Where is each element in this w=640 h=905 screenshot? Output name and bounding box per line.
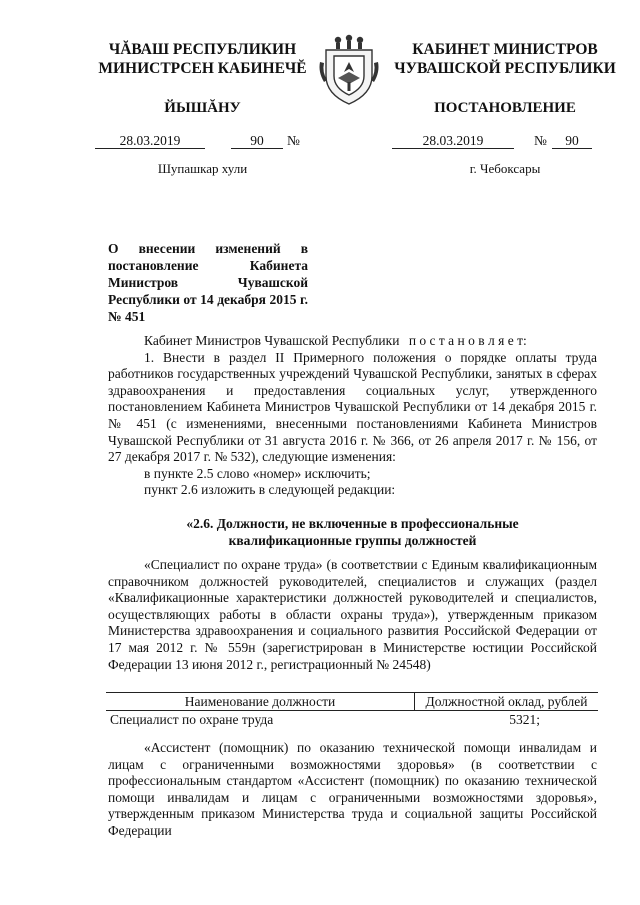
doc-type-right: ПОСТАНОВЛЕНИЕ (434, 100, 576, 116)
body-main (108, 333, 597, 499)
intro-lead: Кабинет Министров Чувашской Республики (144, 333, 400, 348)
table-header-salary: Должностной оклад, рублей (415, 693, 599, 711)
date-right: 28.03.2019 (392, 133, 514, 149)
header-left-line2: МИНИСТРСЕН КАБИНЕЧĔ (98, 60, 307, 77)
subtitle-line1: «2.6. Должности, не включенные в профессиональные (186, 516, 519, 531)
subtitle-line2: квалификационные группы должностей (228, 533, 477, 548)
header-left (95, 40, 310, 78)
assistant-paragraph-block (108, 740, 597, 840)
intro-verb: п о с т а н о в л я е т: (408, 333, 527, 348)
date-line-right (392, 133, 602, 149)
table-cell-salary: 5321; (509, 712, 540, 727)
table-row (106, 711, 598, 729)
table-cell-position: Специалист по охране труда (110, 712, 274, 727)
number-right: 90 (552, 133, 592, 149)
city-right: г. Чебоксары (469, 161, 541, 176)
positions-table (106, 692, 598, 728)
number-sign-right: № (534, 133, 547, 148)
date-left: 28.03.2019 (95, 133, 205, 149)
item-1: 1. Внести в раздел II Примерного положения о порядке оплаты труда работников государственных учреждений Чувашской Республики, занятых в сферах здравоохранения и предоставления социальных услуг, утвержденного постановлением Кабинета Министров Чувашской Республики от 14 декабря 2015 г. № 451 (с изменениями, внесенными постановлениями Кабинета Министров Чувашской Республики от 31 августа 2016 г. № 366, от 26 апреля 2017 г. № 156, от 27 декабря 2017 г. № 532), следующие изменения: (108, 349, 597, 465)
header-right-line2: ЧУВАШСКОЙ РЕСПУБЛИКИ (394, 60, 616, 77)
specialist-paragraph-block (108, 557, 597, 673)
assistant-paragraph: «Ассистент (помощник) по оказанию технической помощи инвалидам и лицам с ограниченными возможностями здоровья» (в соответствии с профессиональным стандартом «Ассистент (помощник) по оказанию технической помощи инвалидам и лицам с ограниченными возможностями здоровья», утвержденным приказом Министерства труда и социальной защиты Российской Федерации (108, 740, 597, 838)
emblem-icon (316, 32, 382, 108)
number-sign-left: № (287, 133, 300, 148)
header-left-line1: ЧĂВАШ РЕСПУБЛИКИН (108, 41, 297, 58)
item-1a: в пункте 2.5 слово «номер» исключить; (144, 465, 371, 481)
header-right-line1: КАБИНЕТ МИНИСТРОВ (412, 41, 598, 58)
header-right (390, 40, 620, 78)
document-title: О внесении изменений в постановление Кабинета Министров Чувашской Республики от 14 декабря 2015 г. № 451 (108, 241, 308, 324)
specialist-paragraph: «Специалист по охране труда» (в соответствии с Единым квалификационным справочником должностей руководителей, специалистов и служащих (раздел «Квалификационные характеристики должностей руководителей и специалистов, осуществляющих работы в области охраны труда»), утвержденным приказом Министерства здравоохранения и социального развития Российской Федерации от 17 мая 2012 г. № 559н (зарегистрирован в Министерстве юстиции Российской Федерации 13 июня 2012 г., регистрационный № 24548) (108, 557, 597, 672)
table-header-position: Наименование должности (106, 693, 415, 711)
section-subtitle (108, 515, 597, 549)
date-line-left (95, 133, 315, 149)
item-1b: пункт 2.6 изложить в следующей редакции: (144, 482, 396, 498)
city-left: Шупашкар хули (157, 161, 248, 176)
number-left: 90 (231, 133, 283, 149)
intro-paragraph (108, 333, 597, 350)
table-header-row (106, 693, 598, 711)
doc-type-left: ЙЫШĂНУ (164, 100, 241, 116)
